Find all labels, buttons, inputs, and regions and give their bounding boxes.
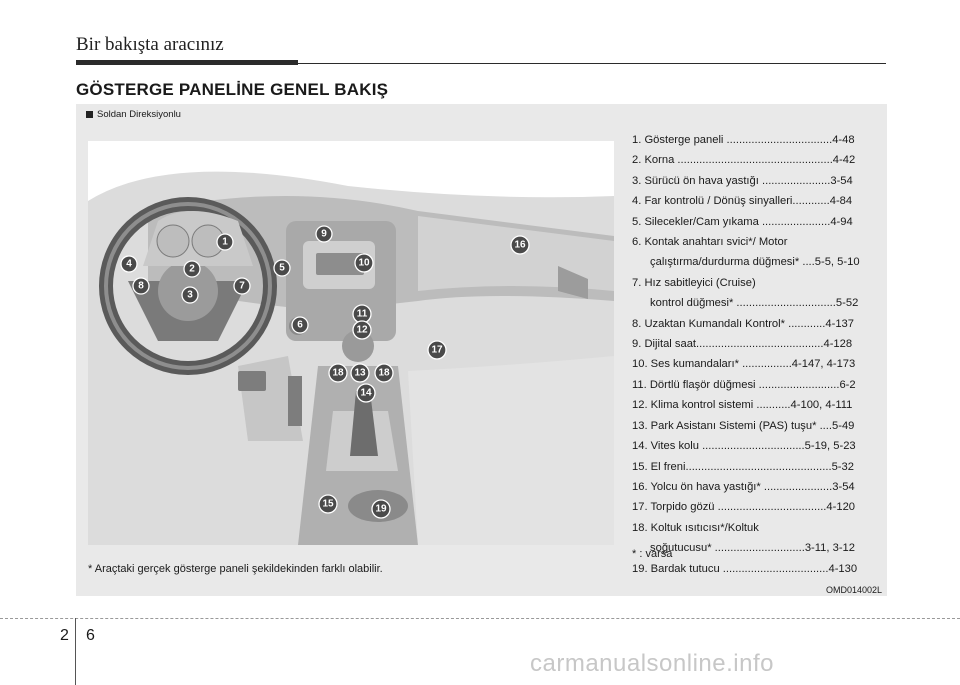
variation-note: * Araçtaki gerçek gösterge paneli şekildekinden farklı olabilir. (88, 563, 383, 575)
legend-line: 17. Torpido gözü ...................................4-120 (632, 501, 856, 514)
svg-text:8: 8 (138, 280, 144, 292)
legend-line: 16. Yolcu ön hava yastığı* ......................3-54 (632, 480, 855, 493)
legend-line: çalıştırma/durdurma düğmesi* ....5-5, 5-10 (650, 256, 860, 269)
callout-8 (133, 278, 149, 294)
callout-7 (234, 278, 250, 294)
svg-text:1: 1 (222, 236, 228, 248)
callout-9 (316, 226, 332, 242)
page-margin-line (75, 618, 76, 685)
legend-line: 6. Kontak anahtarı svici*/ Motor (632, 236, 788, 249)
legend-line: 10. Ses kumandaları* ................4-147, 4-173 (632, 358, 856, 371)
header-rule-thick (76, 60, 298, 65)
callout-19 (372, 500, 390, 518)
svg-text:2: 2 (189, 263, 195, 275)
callout-badges (88, 141, 614, 545)
legend-item (632, 273, 882, 314)
callout-17 (428, 341, 446, 359)
legend-line: 18. Koltuk ısıtıcısı*/Koltuk (632, 521, 759, 534)
callout-13 (351, 364, 369, 382)
legend-item (632, 150, 882, 170)
dashboard-illustration (88, 141, 614, 545)
legend-item (632, 559, 882, 579)
legend-item (632, 457, 882, 477)
svg-text:18: 18 (332, 367, 344, 379)
callout-2 (184, 261, 200, 277)
figure-code: OMD014002L (825, 585, 882, 595)
legend-line: kontrol düğmesi* ................................5-52 (650, 297, 859, 310)
legend-line: 11. Dörtlü flaşör düğmesi ..........................6-2 (632, 378, 856, 391)
legend-line: 7. Hız sabitleyici (Cruise) (632, 276, 756, 289)
legend-item (632, 130, 882, 150)
page-chapter-number: 2 (60, 627, 69, 644)
legend-item (632, 191, 882, 211)
watermark: carmanualsonline.info (530, 650, 774, 677)
legend-line: soğutucusu* .............................3-11, 3-12 (650, 542, 855, 555)
callout-14 (357, 384, 375, 402)
callout-3 (182, 287, 198, 303)
svg-text:10: 10 (358, 257, 370, 269)
svg-text:13: 13 (354, 367, 366, 379)
legend-item (632, 232, 882, 273)
svg-text:15: 15 (322, 498, 334, 510)
legend-item (632, 375, 882, 395)
legend-line: 13. Park Asistanı Sistemi (PAS) tuşu* ....5-49 (632, 419, 855, 432)
svg-text:14: 14 (360, 387, 372, 399)
svg-text:4: 4 (126, 258, 132, 270)
section-title: GÖSTERGE PANELİNE GENEL BAKIŞ (76, 80, 389, 99)
parts-legend (632, 130, 882, 579)
callout-12 (353, 321, 371, 339)
legend-item (632, 354, 882, 374)
page-divider-line (0, 618, 960, 619)
legend-item (632, 395, 882, 415)
header-rule-thin (298, 63, 886, 64)
svg-text:6: 6 (297, 319, 303, 331)
callout-1 (217, 234, 233, 250)
svg-text:11: 11 (356, 308, 368, 320)
square-bullet-icon (86, 111, 93, 118)
legend-item (632, 497, 882, 517)
svg-text:12: 12 (356, 324, 368, 336)
svg-text:7: 7 (239, 280, 245, 292)
legend-line: 12. Klima kontrol sistemi ...........4-100, 4-111 (632, 399, 853, 412)
legend-line: 14. Vites kolu .................................5-19, 5-23 (632, 440, 856, 453)
callout-10 (355, 254, 373, 272)
legend-line: 1. Gösterge paneli ..................................4-48 (632, 134, 855, 146)
svg-text:19: 19 (375, 503, 387, 515)
callout-16 (511, 236, 529, 254)
legend-line: 9. Dijital saat.........................................4-128 (632, 338, 853, 351)
steering-label (86, 109, 181, 120)
callout-18-right (375, 364, 393, 382)
legend-line: 5. Silecekler/Cam yıkama ......................4-94 (632, 215, 853, 228)
legend-line: 15. El freni...............................................5-32 (632, 460, 854, 473)
callout-11 (353, 305, 371, 323)
legend-item (632, 416, 882, 436)
legend-item (632, 212, 882, 232)
footnote: * : varsa (632, 548, 673, 560)
callout-5 (274, 260, 290, 276)
chapter-title: Bir bakışta aracınız (76, 34, 224, 55)
legend-line: 2. Korna ..................................................4-42 (632, 154, 856, 167)
legend-line: 8. Uzaktan Kumandalı Kontrol* ............4-137 (632, 317, 855, 330)
legend-line: 4. Far kontrolü / Dönüş sinyalleri............4-84 (632, 195, 853, 208)
svg-text:17: 17 (431, 344, 443, 356)
callout-15 (319, 495, 337, 513)
legend-line: 19. Bardak tutucu ..................................4-130 (632, 562, 858, 575)
legend-item (632, 334, 882, 354)
svg-text:16: 16 (514, 239, 526, 251)
legend-item (632, 314, 882, 334)
legend-line: 3. Sürücü ön hava yastığı ......................3-54 (632, 174, 853, 187)
legend-item (632, 477, 882, 497)
callout-18-left (329, 364, 347, 382)
svg-text:18: 18 (378, 367, 390, 379)
page-number: 6 (86, 627, 95, 644)
legend-item (632, 171, 882, 191)
svg-text:5: 5 (279, 262, 285, 274)
callout-6 (292, 317, 308, 333)
legend-item (632, 436, 882, 456)
svg-text:3: 3 (187, 289, 193, 301)
callout-4 (121, 256, 137, 272)
steering-label-text: Soldan Direksiyonlu (97, 109, 181, 120)
svg-text:9: 9 (321, 228, 327, 240)
